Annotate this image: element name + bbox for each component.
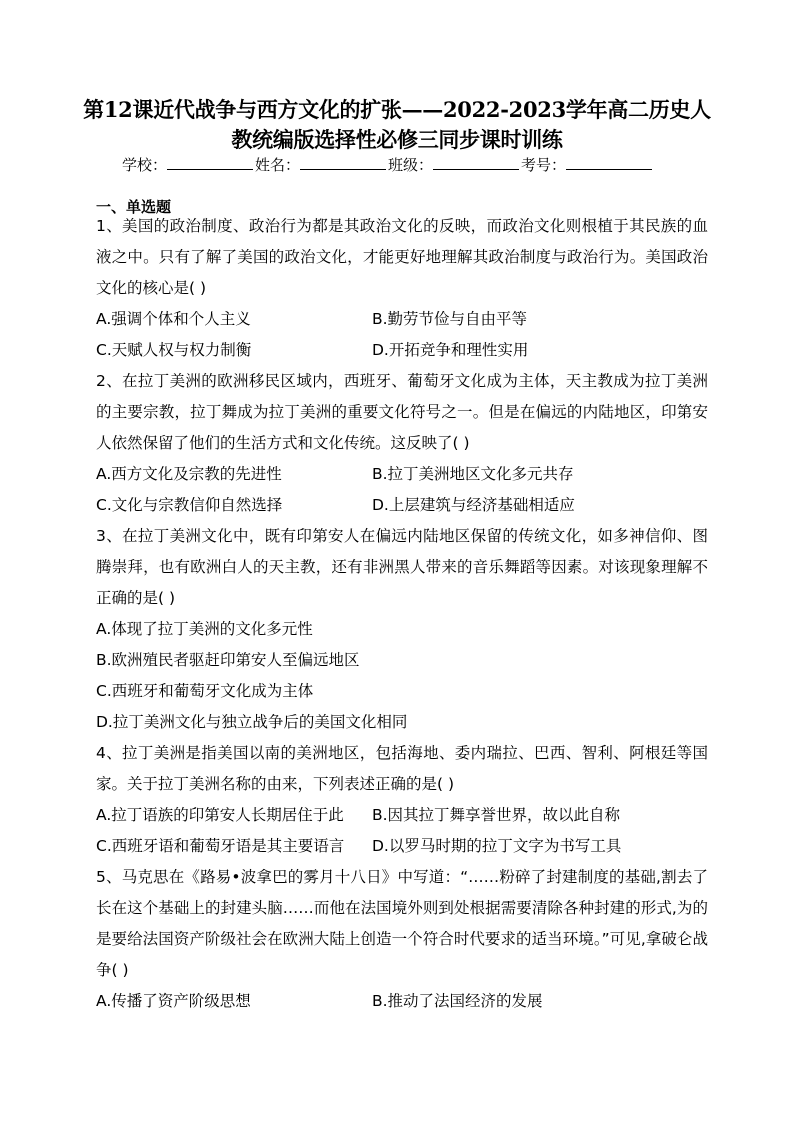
- option-row: [96, 335, 708, 366]
- question-4: [96, 738, 708, 862]
- question-3: [96, 521, 708, 738]
- name-blank[interactable]: [300, 155, 386, 170]
- question-2: [96, 366, 708, 521]
- option-b[interactable]: B.推动了法国经济的发展: [372, 992, 543, 1010]
- option-a[interactable]: A.传播了资产阶级思想: [96, 992, 251, 1010]
- question-stem: 3、在拉丁美洲文化中，既有印第安人在偏远内陆地区保留的传统文化，如多神信仰、图腾崇拜，也有欧洲白人的天主教，还有非洲黑人带来的音乐舞蹈等因素。对该现象理解不正确的是( ): [96, 527, 708, 607]
- option-d[interactable]: D.开拓竞争和理性实用: [372, 341, 529, 359]
- option-d[interactable]: D.以罗马时期的拉丁文字为书写工具: [372, 837, 622, 855]
- option-b[interactable]: B.因其拉丁舞享誉世界，故以此自称: [372, 806, 621, 824]
- option-c[interactable]: C.天赋人权与权力制衡: [96, 341, 252, 359]
- class-blank[interactable]: [433, 155, 519, 170]
- school-label: 学校：: [122, 156, 168, 174]
- question-stem: 1、美国的政治制度、政治行为都是其政治文化的反映，而政治文化则根植于其民族的血液之中。只有了解了美国的政治文化，才能更好地理解其政治制度与政治行为。美国政治文化的核心是( ): [96, 217, 708, 297]
- option-c[interactable]: C.西班牙语和葡萄牙语是其主要语言: [96, 837, 345, 855]
- class-label: 班级：: [388, 156, 434, 174]
- exam-no-blank[interactable]: [566, 155, 652, 170]
- option-row: [96, 986, 708, 1017]
- section-title: 一、单选题: [96, 198, 172, 216]
- name-label: 姓名：: [255, 156, 301, 174]
- option-b[interactable]: B.拉丁美洲地区文化多元共存: [372, 465, 574, 483]
- option-row: [96, 459, 708, 490]
- option-row: [96, 831, 708, 862]
- option-a[interactable]: A.西方文化及宗教的先进性: [96, 465, 282, 483]
- school-blank[interactable]: [167, 155, 253, 170]
- option-a[interactable]: A.强调个体和个人主义: [96, 310, 251, 328]
- exam-no-label: 考号：: [521, 156, 567, 174]
- option-b[interactable]: B.勤劳节俭与自由平等: [372, 310, 528, 328]
- question-1: [96, 211, 708, 366]
- option-d[interactable]: D.上层建筑与经济基础相适应: [372, 496, 575, 514]
- option-row: [96, 800, 708, 831]
- option-a[interactable]: A.拉丁语族的印第安人长期居住于此: [96, 806, 344, 824]
- page-title-line-2: 教统编版选择性必修三同步课时训练: [231, 127, 563, 152]
- option-b[interactable]: B.欧洲殖民者驱赶印第安人至偏远地区: [96, 651, 360, 669]
- option-c[interactable]: C.文化与宗教信仰自然选择: [96, 496, 283, 514]
- question-stem: 2、在拉丁美洲的欧洲移民区域内，西班牙、葡萄牙文化成为主体，天主教成为拉丁美洲的主要宗教，拉丁舞成为拉丁美洲的重要文化符号之一。但是在偏远的内陆地区，印第安人依然保留了他们的生活方式和文化传统。这反映了( ): [96, 372, 708, 452]
- student-info-row: [122, 154, 682, 175]
- question-stem: 5、马克思在《路易•波拿巴的雾月十八日》中写道：“……粉碎了封建制度的基础,割去了长在这个基础上的封建头脑……而他在法国境外则到处根据需要清除各种封建的形式,为的是要给法国资产阶级社会在欧洲大陆上创造一个符合时代要求的适当环境。”可见,拿破仑战争( ): [96, 868, 708, 979]
- option-d[interactable]: D.拉丁美洲文化与独立战争后的美国文化相同: [96, 713, 408, 731]
- page-title-line-1: 第12课近代战争与西方文化的扩张——2022-2023学年高二历史人: [83, 97, 711, 122]
- option-a[interactable]: A.体现了拉丁美洲的文化多元性: [96, 620, 313, 638]
- option-row: [96, 490, 708, 521]
- option-c[interactable]: C.西班牙和葡萄牙文化成为主体: [96, 682, 314, 700]
- question-stem: 4、拉丁美洲是指美国以南的美洲地区，包括海地、委内瑞拉、巴西、智利、阿根廷等国家。关于拉丁美洲名称的由来，下列表述正确的是( ): [96, 744, 708, 793]
- question-5: [96, 862, 708, 1017]
- option-row: [96, 304, 708, 335]
